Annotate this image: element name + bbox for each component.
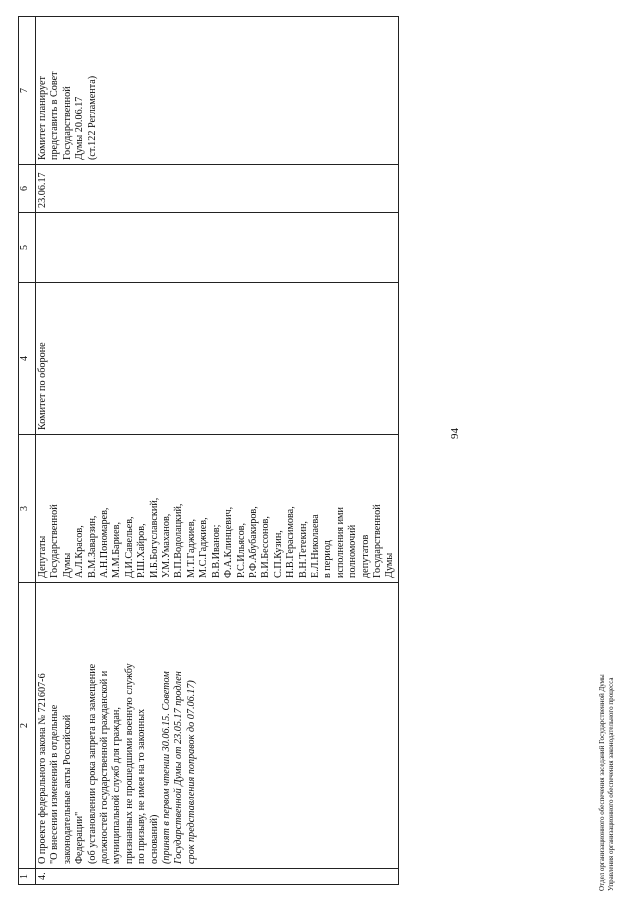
bill-title-line: О проекте федерального закона № 721607-6 [37, 673, 48, 864]
column-header: 1 [19, 869, 36, 885]
committee-text: Комитет по обороне [37, 342, 48, 430]
author-line: Е.Л.Николаева [309, 514, 321, 578]
bill-note-line: Государственной Думы от 23.05.17 продлен [173, 671, 185, 864]
column-header: 4 [19, 283, 36, 435]
author-line: В.П.Водолацкий, [173, 503, 185, 578]
row-number [36, 869, 399, 885]
author-line: В.В.Иванов; [210, 524, 222, 578]
committee-cell [36, 283, 399, 435]
author-line: полномочий [347, 524, 359, 578]
author-line: В.М.Заварзин, [86, 515, 98, 578]
footer-line: Отдел организационного обеспечения заседаний Государственной Думы [598, 674, 606, 891]
column-header: 2 [19, 583, 36, 869]
plan-line: Комитет планирует [37, 76, 48, 160]
author-line: Д.И.Савельев, [123, 516, 135, 578]
author-line: У.М.Умаханов, [161, 513, 173, 578]
bill-description-line: по призыву, не имея на то законных [136, 708, 148, 864]
column-header: 3 [19, 435, 36, 583]
author-line: В.Н.Тетекин, [297, 521, 309, 578]
author-line: М.Т.Гаджиев, [185, 518, 197, 578]
author-line: В.И.Бессонов, [260, 516, 272, 578]
bill-description-line: муниципальной служб для граждан, [111, 707, 123, 864]
author-line: М.С.Гаджиев, [198, 517, 210, 578]
author-line: депутатов [359, 534, 371, 578]
author-line: в период [322, 540, 334, 578]
author-line: Депутаты [37, 535, 48, 578]
column-5-cell [36, 213, 399, 283]
date-cell [36, 165, 399, 213]
author-line: исполнения ими [334, 507, 346, 578]
plan-line: (ст.122 Регламента) [86, 75, 98, 160]
bill-title-line: "О внесении изменений в отдельные [49, 704, 61, 864]
row-number-text: 4. [37, 872, 48, 880]
date-text: 23.06.17 [37, 172, 48, 208]
bills-table [18, 17, 399, 885]
author-line: И.Б.Богуславский, [148, 497, 160, 578]
bill-note-line: срок представления поправок до 07.06.17) [185, 680, 197, 864]
plan-line: Государственной [61, 86, 73, 160]
author-line: М.М.Бариев, [111, 521, 123, 578]
table-header-row [19, 17, 36, 885]
table-row [36, 17, 399, 885]
bill-description-line: (об установлении срока запрета на замещение [86, 663, 98, 864]
bill-description-cell [36, 583, 399, 869]
author-line: Ф.А.Клинцевич, [223, 506, 235, 578]
authors-cell [36, 435, 399, 583]
author-line: Н.В.Герасимова, [285, 506, 297, 578]
author-line: А.Л.Красов, [74, 525, 86, 578]
plan-line: представить в Совет [49, 71, 61, 160]
author-line: Думы [61, 552, 73, 578]
bill-description-line: оснований) [148, 814, 160, 864]
author-line: Р.Ф.Абубакиров, [247, 506, 259, 578]
author-line: С.П.Кузин, [272, 530, 284, 578]
author-line: Государственной [49, 504, 61, 578]
author-line: Р.С.Ильясов, [235, 522, 247, 578]
bill-description-line: должностей государственной гражданской и [99, 670, 111, 864]
plan-line: Думы 20.06.17 [74, 96, 86, 160]
page-number: 94 [449, 428, 461, 439]
column-header: 7 [19, 17, 36, 165]
bill-title-line: Федерации" [74, 811, 86, 864]
author-line: Государственной [371, 504, 383, 578]
column-header: 6 [19, 165, 36, 213]
footer [598, 674, 615, 891]
author-line: Р.Ш.Хайров, [136, 523, 148, 578]
bill-note-line: (принят в первом чтении 30.06.15. Советом [161, 671, 173, 864]
footer-line: Управления организационного обеспечения законодательного процесса [606, 677, 615, 891]
bill-title-line: законодательные акты Российской [61, 714, 73, 864]
author-line: А.Н.Пономарев, [99, 507, 111, 578]
column-header: 5 [19, 213, 36, 283]
author-line: Думы [384, 552, 396, 578]
bill-description-line: признанных не прошедшими военную службу [123, 663, 135, 864]
plan-cell [36, 17, 399, 165]
